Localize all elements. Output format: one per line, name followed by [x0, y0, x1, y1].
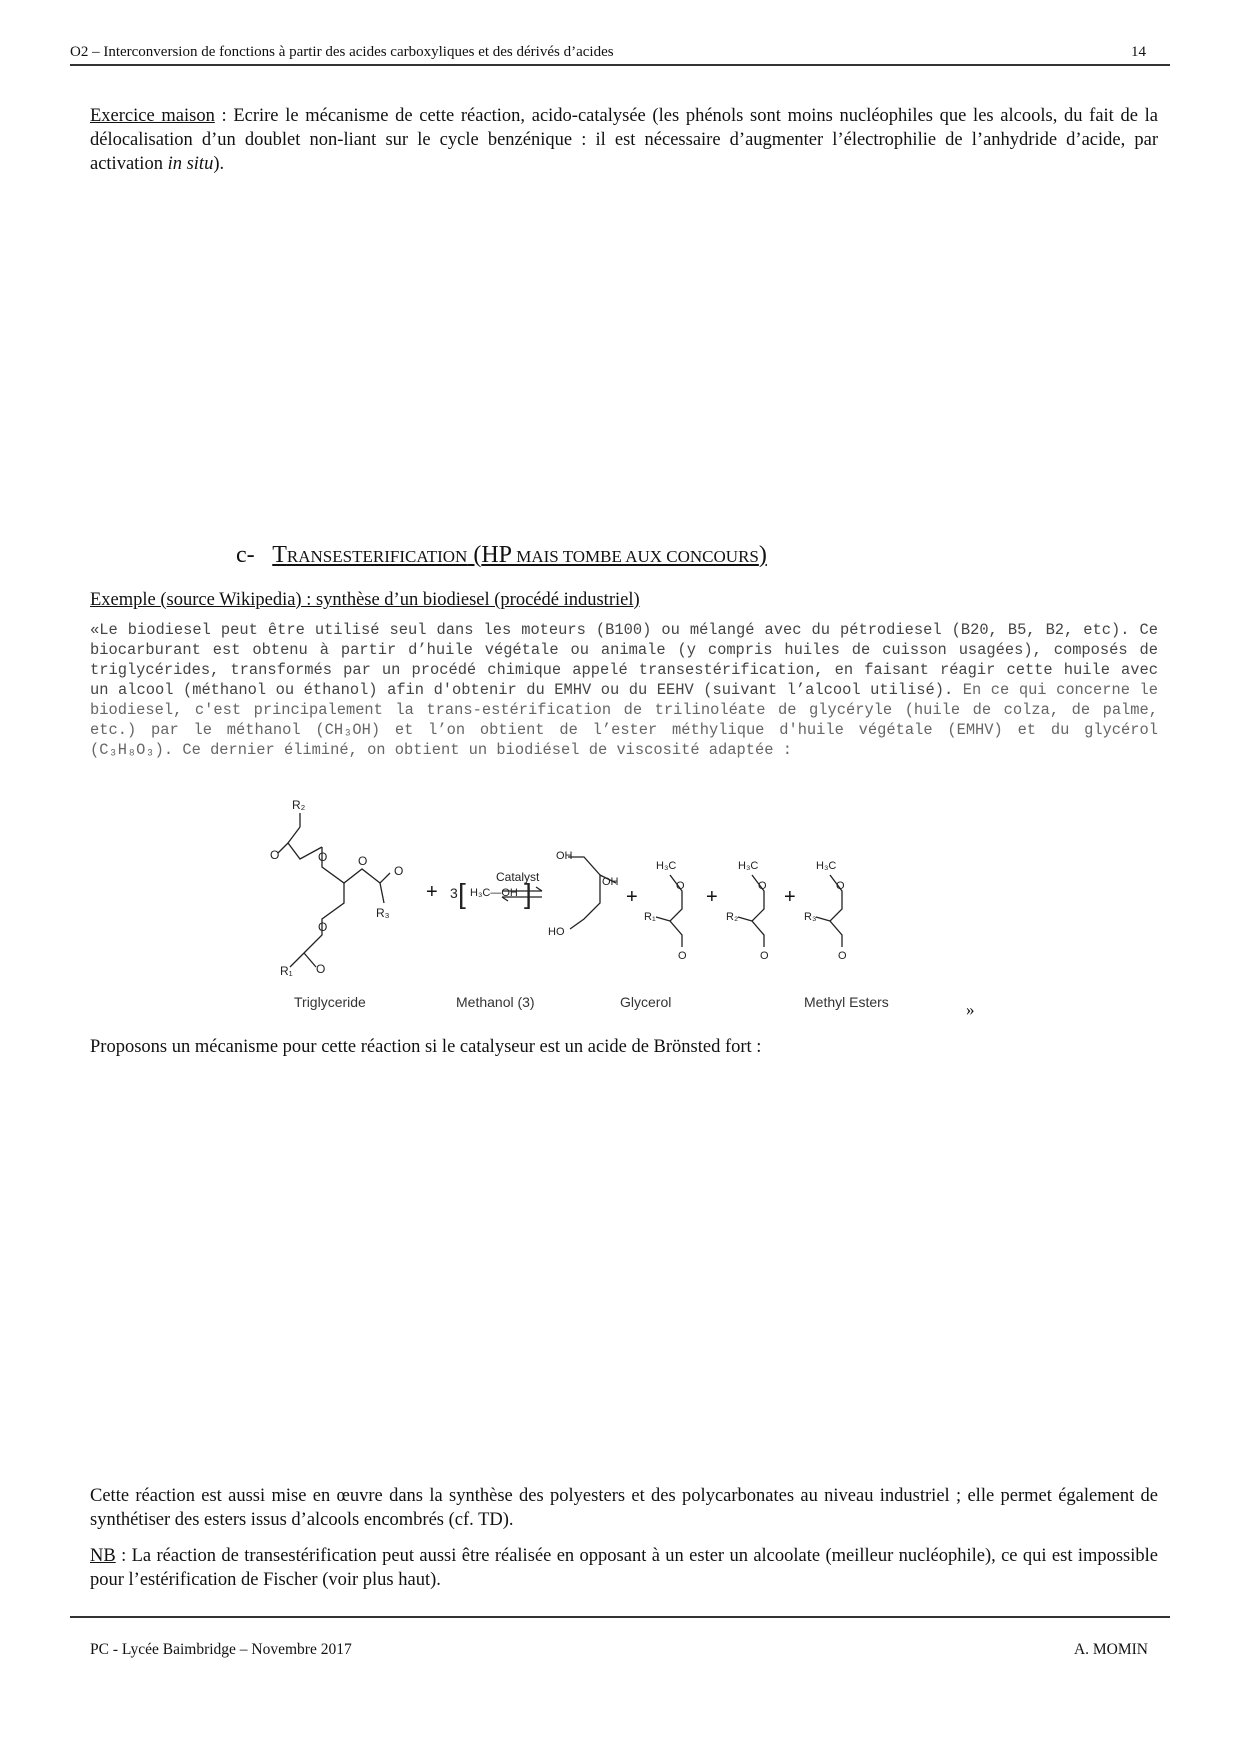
triglyceride-o-2: O — [318, 850, 328, 864]
triglyceride-o-1: O — [270, 848, 280, 862]
section-number: c- — [236, 542, 255, 568]
section-title-rest: RANSESTERIFICATION — [286, 547, 468, 566]
plus-sign-1: + — [426, 881, 438, 903]
ester1-r1: R₁ — [644, 911, 656, 923]
section-heading — [236, 542, 767, 569]
section-title — [272, 542, 767, 568]
label-methyl-esters: Methyl Esters — [804, 994, 889, 1010]
label-triglyceride: Triglyceride — [294, 994, 366, 1010]
section-paren-close: ) — [758, 542, 767, 568]
glycerol-ho: HO — [548, 926, 565, 938]
proposal-paragraph: Proposons un mécanisme pour cette réaction si le catalyseur est un acide de Brönsted fort : — [90, 1037, 762, 1057]
page-number: 14 — [1131, 44, 1146, 60]
triglyceride-r1: R₁ — [280, 964, 293, 978]
bracket-right: ] — [524, 878, 532, 909]
section-title-first: T — [272, 542, 287, 568]
ester1-o-2: O — [678, 950, 687, 962]
exercise-italic: in situ — [167, 154, 214, 174]
ester2-o-2: O — [760, 950, 769, 962]
footer-author: A. MOMIN — [1073, 1641, 1148, 1658]
section-hp: HP — [481, 542, 512, 568]
catalyst-label: Catalyst — [496, 870, 540, 884]
ester2-h3c: H₃C — [738, 860, 759, 872]
glycerol-oh-2: OH — [602, 876, 619, 888]
glycerol-oh-1: OH — [556, 850, 573, 862]
closing-quote-mark: » — [966, 1000, 975, 1019]
example-heading: Exemple (source Wikipedia) : synthèse d’un biodiesel (procédé industriel) — [90, 590, 640, 610]
ester3-r3: R₃ — [804, 911, 817, 923]
nb-paragraph — [90, 1544, 1158, 1592]
exercise-paragraph — [90, 104, 1158, 176]
nb-text: : La réaction de transestérification peut aussi être réalisée en opposant à un ester un alcoolate (meilleur nucléophile), ce qui est impossible pour l’estérification de Fischer (voir plus haut). — [90, 1546, 1158, 1590]
methanol-formula: H₃C—OH — [470, 887, 518, 899]
ester2-o-1: O — [758, 880, 767, 892]
plus-sign-2: + — [626, 886, 638, 908]
methanol-coefficient: 3 — [450, 885, 458, 901]
ester1-o-1: O — [676, 880, 685, 892]
exercise-text-1: : Ecrire le mécanisme de cette réaction, acido-catalysée (les phénols sont moins nucléophiles que les alcools, du fait de la délocalisation d’un doublet non-liant sur le cycle benzénique : il est nécessaire d’augmenter l’électrophilie de l’anhydride d’acide, par activation — [90, 106, 1158, 174]
triglyceride-r2: R₂ — [292, 798, 306, 812]
triglyceride-o-5: O — [318, 920, 328, 934]
page-header — [70, 44, 1170, 61]
exercise-label: Exercice maison — [90, 106, 215, 126]
ester2-r2: R₂ — [726, 911, 739, 923]
footer-rule — [70, 1616, 1170, 1618]
label-methanol: Methanol (3) — [456, 994, 535, 1010]
section-paren-rest: MAIS TOMBE AUX CONCOURS — [512, 547, 759, 566]
section-paren-open: ( — [467, 542, 482, 568]
ester3-o-2: O — [838, 950, 847, 962]
page-footer — [90, 1641, 1148, 1659]
header-rule — [70, 64, 1170, 66]
bracket-left: [ — [458, 878, 466, 909]
footer-left: PC - Lycée Baimbridge – Novembre 2017 — [90, 1641, 352, 1658]
ester3-o-1: O — [836, 880, 845, 892]
label-glycerol: Glycerol — [620, 994, 672, 1010]
quote-part-2: En ce qui concerne le biodiesel, c'est principalement la trans-estérification de trilinoléate de glycéryle (huile de colza, de palme, etc.) par le méthanol (CH₃OH) et l’on obtient de l’ester méthylique d'huile végétale (EMHV) et du glycérol (C₃H₈O₃). Ce dernier éliminé, on obtient un biodiésel de viscosité adaptée : — [90, 681, 1158, 759]
quote-part-1: «Le biodiesel peut être utilisé seul dans les moteurs (B100) ou mélangé avec du pétrodiesel (B20, B5, B2, etc). Ce biocarburant est obtenu à partir d’huile végétale ou animale (y compris huiles de cuisson usagées), composés de triglycérides, transformés par un procédé chimique appelé transestérification, en faisant réagir cette huile avec un alcool (méthanol ou éthanol) afin d'obtenir du EMHV ou du EEHV (suivant l’alcool utilisé). — [90, 621, 1158, 699]
exercise-text-2: ). — [213, 154, 225, 174]
triglyceride-o-6: O — [316, 962, 326, 976]
ester3-h3c: H₃C — [816, 860, 837, 872]
triglyceride-o-3: O — [358, 854, 368, 868]
plus-sign-4: + — [784, 886, 796, 908]
triglyceride-r3: R₃ — [376, 906, 390, 920]
industrial-paragraph: Cette réaction est aussi mise en œuvre dans la synthèse des polyesters et des polycarbonates au niveau industriel ; elle permet également de synthétiser des esters issus d’alcools encombrés (cf. TD). — [90, 1486, 1158, 1530]
triglyceride-o-4: O — [394, 864, 404, 878]
plus-sign-3: + — [706, 886, 718, 908]
nb-label: NB — [90, 1546, 116, 1566]
wikipedia-quote — [90, 620, 1158, 760]
ester1-h3c: H₃C — [656, 860, 677, 872]
header-title: O2 – Interconversion de fonctions à partir des acides carboxyliques et des dérivés d’acides — [70, 44, 614, 60]
transesterification-diagram — [270, 795, 990, 1015]
